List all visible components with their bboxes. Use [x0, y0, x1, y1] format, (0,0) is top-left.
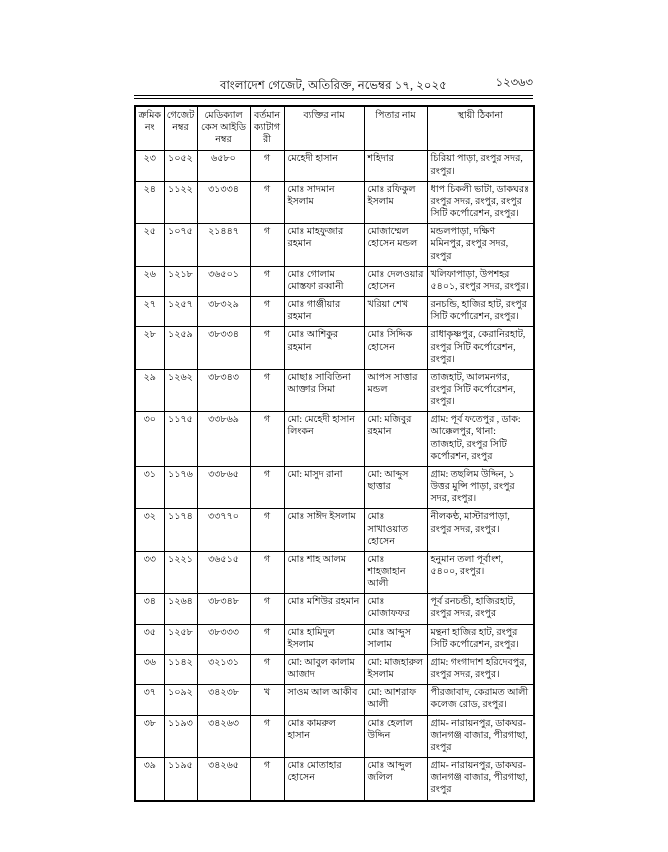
- column-header-medical_case_id: মেডিক্যাল কেস আইডি নম্বর: [197, 106, 250, 151]
- cell-gazette_no: ১১৯৩: [164, 715, 197, 757]
- cell-address: খলিফাপাড়া, উপশহর ৫৪০১, রংপুর সদর, রংপুর।: [427, 266, 534, 296]
- cell-category: গ: [250, 758, 284, 801]
- cell-father_name: খরিয়া শেখ: [364, 297, 427, 327]
- cell-address: রনচন্ডি, হাজির হাট, রংপুর সিটি কর্পোরেশন, রংপুর।: [427, 297, 534, 327]
- cell-medical_case_id: ৩৩৮৬৯: [197, 412, 250, 467]
- gazette-title: বাংলাদেশ গেজেট, অতিরিক্ত, নভেম্বর ১৭, ২০২৫: [220, 80, 447, 92]
- cell-category: গ: [250, 327, 284, 369]
- cell-gazette_no: ১১৯৫: [164, 758, 197, 801]
- cell-gazette_no: ১২১৮: [164, 266, 197, 296]
- cell-father_name: মো: মাজহারুল ইসলাম: [364, 654, 427, 684]
- cell-category: গ: [250, 551, 284, 593]
- cell-serial: ২৭: [135, 297, 164, 327]
- cell-address: হনুমান তলা পূর্বাংশ, ৫৪০০, রংপুর।: [427, 551, 534, 593]
- cell-medical_case_id: ২১৪৪৭: [197, 224, 250, 266]
- cell-person_name: মোঃ মশিউর রহমান: [284, 594, 364, 624]
- cell-category: গ: [250, 181, 284, 223]
- cell-medical_case_id: ৩৬৫০১: [197, 266, 250, 296]
- table-row: [135, 224, 534, 266]
- cell-gazette_no: ১২২১: [164, 551, 197, 593]
- cell-address: গ্রাম- নারায়নপুর, ডাকঘর- জানগঞ্জ বাজার, পীরগাছা, রংপুর: [427, 758, 534, 801]
- cell-category: গ: [250, 224, 284, 266]
- cell-address: পূর্ব রনচন্ডী, হাজিরহাট, রংপুর সদর, রংপুর: [427, 594, 534, 624]
- cell-serial: ৩১: [135, 466, 164, 508]
- cell-address: গ্রাম- নারায়নপুর, ডাকঘর- জানগঞ্জ বাজার, পীরগাছা, রংপুর: [427, 715, 534, 757]
- cell-address: মন্থনা হাজির হাট, রংপুর সিটি কর্পোরেশন, রংপুর।: [427, 624, 534, 654]
- cell-person_name: মেহেদী হাসান: [284, 151, 364, 181]
- cell-category: গ: [250, 624, 284, 654]
- cell-address: গ্রাম: তছলিম উদ্দিন, ১ উত্তর মুন্সি পাড়া, রংপুর সদর, রংপুর।: [427, 466, 534, 508]
- cell-address: নীলকণ্ঠ, মাস্টারপাড়া, রংপুর সদর, রংপুর।: [427, 509, 534, 551]
- cell-person_name: মো: মেহেদী হাসান লিংকন: [284, 412, 364, 467]
- table-row: [135, 624, 534, 654]
- cell-medical_case_id: ৩৮৩৩৪: [197, 327, 250, 369]
- cell-person_name: মোছাঃ সাবিতিনা আক্তার সিমা: [284, 369, 364, 411]
- cell-serial: ৩৯: [135, 758, 164, 801]
- cell-person_name: মোঃ সাদমান ইসলাম: [284, 181, 364, 223]
- table-body: [135, 151, 534, 801]
- cell-gazette_no: ১২৫৭: [164, 297, 197, 327]
- table-row: [135, 327, 534, 369]
- column-header-category: বর্তমান ক্যাটাগরী: [250, 106, 284, 151]
- cell-father_name: আপস সাত্তার মন্ডল: [364, 369, 427, 411]
- cell-serial: ২৩: [135, 151, 164, 181]
- cell-category: গ: [250, 412, 284, 467]
- cell-medical_case_id: ৩৮৩৩৩: [197, 624, 250, 654]
- cell-serial: ৩৭: [135, 685, 164, 715]
- cell-father_name: মোঃ হেলাল উদ্দিন: [364, 715, 427, 757]
- cell-person_name: মোঃ গোলাম মোস্তফা রব্বানী: [284, 266, 364, 296]
- cell-medical_case_id: ৩৪২৬৫: [197, 758, 250, 801]
- cell-serial: ৩০: [135, 412, 164, 467]
- table-row: [135, 297, 534, 327]
- cell-category: গ: [250, 509, 284, 551]
- cell-medical_case_id: ৩৮৩৪৩: [197, 369, 250, 411]
- cell-medical_case_id: ৩১৩৩৪: [197, 181, 250, 223]
- cell-gazette_no: ১১৭৫: [164, 412, 197, 467]
- cell-father_name: মোঃ মোজাফফর: [364, 594, 427, 624]
- column-header-serial: ক্রমিক নং: [135, 106, 164, 151]
- cell-serial: ২৫: [135, 224, 164, 266]
- table-row: [135, 715, 534, 757]
- page-number: ১২৩৬৩: [495, 77, 533, 89]
- cell-medical_case_id: ৩৮৩২৯: [197, 297, 250, 327]
- cell-address: তাজহাট, আলমনগর, রংপুর সিটি কর্পোরেশন, রংপুর।: [427, 369, 534, 411]
- table-row: [135, 369, 534, 411]
- cell-medical_case_id: ৩৪২৩৮: [197, 685, 250, 715]
- table-row: [135, 654, 534, 684]
- cell-person_name: মো: আবুল কালাম আজাদ: [284, 654, 364, 684]
- cell-address: চিরিয়া পাড়া, রংপুর সদর, রংপুর।: [427, 151, 534, 181]
- cell-gazette_no: ১০৭৫: [164, 224, 197, 266]
- table-row: [135, 266, 534, 296]
- cell-person_name: মোঃ গাঞ্জীয়ার রহমান: [284, 297, 364, 327]
- cell-gazette_no: ১১৪২: [164, 654, 197, 684]
- cell-medical_case_id: ৩৩৭৭০: [197, 509, 250, 551]
- cell-gazette_no: ১০৫২: [164, 151, 197, 181]
- cell-gazette_no: ১১২২: [164, 181, 197, 223]
- cell-medical_case_id: ৬৫৮০: [197, 151, 250, 181]
- table-row: [135, 509, 534, 551]
- table-row: [135, 551, 534, 593]
- cell-father_name: মোঃ সিদ্দিক হোসেন: [364, 327, 427, 369]
- cell-father_name: মো: আব্দুস ছাত্তার: [364, 466, 427, 508]
- cell-serial: ৩৮: [135, 715, 164, 757]
- cell-father_name: মোজাম্মেল হোসেন মন্ডল: [364, 224, 427, 266]
- cell-serial: ২৮: [135, 327, 164, 369]
- cell-father_name: মোঃ রফিকুল ইসলাম: [364, 181, 427, 223]
- table-row: [135, 685, 534, 715]
- cell-category: গ: [250, 297, 284, 327]
- table-row: [135, 594, 534, 624]
- cell-category: গ: [250, 151, 284, 181]
- cell-person_name: সাওম আল আকীব: [284, 685, 364, 715]
- cell-father_name: মো: মজিবুর রহমান: [364, 412, 427, 467]
- cell-address: পীরজাবাদ, কেরামত আলী কলেজ রোড, রংপুর।: [427, 685, 534, 715]
- gazette-table: [134, 105, 535, 802]
- cell-medical_case_id: ৩৬৫১৫: [197, 551, 250, 593]
- cell-father_name: মোঃ সাখাওয়াত হোসেন: [364, 509, 427, 551]
- cell-address: গ্রাম: গংগাদাশ হরিদেবপুর, রংপুর সদর, রংপুর।: [427, 654, 534, 684]
- cell-category: গ: [250, 466, 284, 508]
- cell-medical_case_id: ৩২১৩১: [197, 654, 250, 684]
- table-header-row: [135, 106, 534, 151]
- cell-person_name: মো: মাসুদ রানা: [284, 466, 364, 508]
- cell-father_name: মোঃ শাহজাহান আলী: [364, 551, 427, 593]
- cell-person_name: মোঃ হামিদুল ইসলাম: [284, 624, 364, 654]
- column-header-gazette_no: গেজেট নম্বর: [164, 106, 197, 151]
- cell-serial: ৩২: [135, 509, 164, 551]
- cell-category: খ: [250, 685, 284, 715]
- cell-gazette_no: ১২৬২: [164, 369, 197, 411]
- cell-address: ধাপ চিকলী ভাটা, ডাকঘরঃ রংপুর সদর, রংপুর, রংপুর সিটি কর্পোরেশন, রংপুর।: [427, 181, 534, 223]
- cell-serial: ৩৪: [135, 594, 164, 624]
- cell-father_name: মোঃ দেলওয়ার হোসেন: [364, 266, 427, 296]
- cell-gazette_no: ১২৫৯: [164, 327, 197, 369]
- cell-father_name: মো: আশরাফ আলী: [364, 685, 427, 715]
- cell-father_name: মোঃ আব্দুস সালাম: [364, 624, 427, 654]
- cell-serial: ৩৫: [135, 624, 164, 654]
- cell-gazette_no: ১২৬৪: [164, 594, 197, 624]
- column-header-father_name: পিতার নাম: [364, 106, 427, 151]
- cell-category: গ: [250, 369, 284, 411]
- table-row: [135, 151, 534, 181]
- table-row: [135, 181, 534, 223]
- cell-category: গ: [250, 654, 284, 684]
- cell-gazette_no: ১০৯২: [164, 685, 197, 715]
- cell-gazette_no: ১১৭৪: [164, 509, 197, 551]
- cell-serial: ২৯: [135, 369, 164, 411]
- cell-serial: ২৪: [135, 181, 164, 223]
- page-content: [134, 0, 533, 802]
- cell-medical_case_id: ৩৩৮৬৫: [197, 466, 250, 508]
- cell-serial: ২৬: [135, 266, 164, 296]
- cell-medical_case_id: ৩৪২৬৩: [197, 715, 250, 757]
- cell-medical_case_id: ৩৮৩৪৮: [197, 594, 250, 624]
- table-row: [135, 758, 534, 801]
- cell-gazette_no: ১২৫৮: [164, 624, 197, 654]
- cell-address: গ্রাম: পূর্ব ফতেপুর , ডাক: আক্কেলপুর, থানা: তাজহাট, রংপুর সিটি কর্পোরশন, রংপুর: [427, 412, 534, 467]
- cell-father_name: শহিদার: [364, 151, 427, 181]
- cell-person_name: মোঃ মাহফুজার রহমান: [284, 224, 364, 266]
- cell-address: মন্ডলপাড়া, দক্ষিণ মমিনপুর, রংপুর সদর, রংপুর: [427, 224, 534, 266]
- cell-person_name: মোঃ আশিকুর রহমান: [284, 327, 364, 369]
- cell-category: গ: [250, 266, 284, 296]
- cell-person_name: মোঃ সাঈদ ইসলাম: [284, 509, 364, 551]
- cell-person_name: মোঃ শাহ আলম: [284, 551, 364, 593]
- cell-father_name: মোঃ আব্দুল জলিল: [364, 758, 427, 801]
- column-header-address: স্থায়ী ঠিকানা: [427, 106, 534, 151]
- cell-category: গ: [250, 594, 284, 624]
- cell-person_name: মোঃ কামরুল হাসান: [284, 715, 364, 757]
- table-row: [135, 412, 534, 467]
- table-row: [135, 466, 534, 508]
- gazette-header: [134, 0, 533, 93]
- cell-address: রাধাকৃষ্ণপুর, কেরানিরহাট, রংপুর সিটি কর্পোরেশন, রংপুর।: [427, 327, 534, 369]
- cell-gazette_no: ১১৭৬: [164, 466, 197, 508]
- column-header-person_name: ব্যক্তির নাম: [284, 106, 364, 151]
- cell-category: গ: [250, 715, 284, 757]
- cell-serial: ৩৩: [135, 551, 164, 593]
- cell-serial: ৩৬: [135, 654, 164, 684]
- cell-person_name: মোঃ মোতাহার হোসেন: [284, 758, 364, 801]
